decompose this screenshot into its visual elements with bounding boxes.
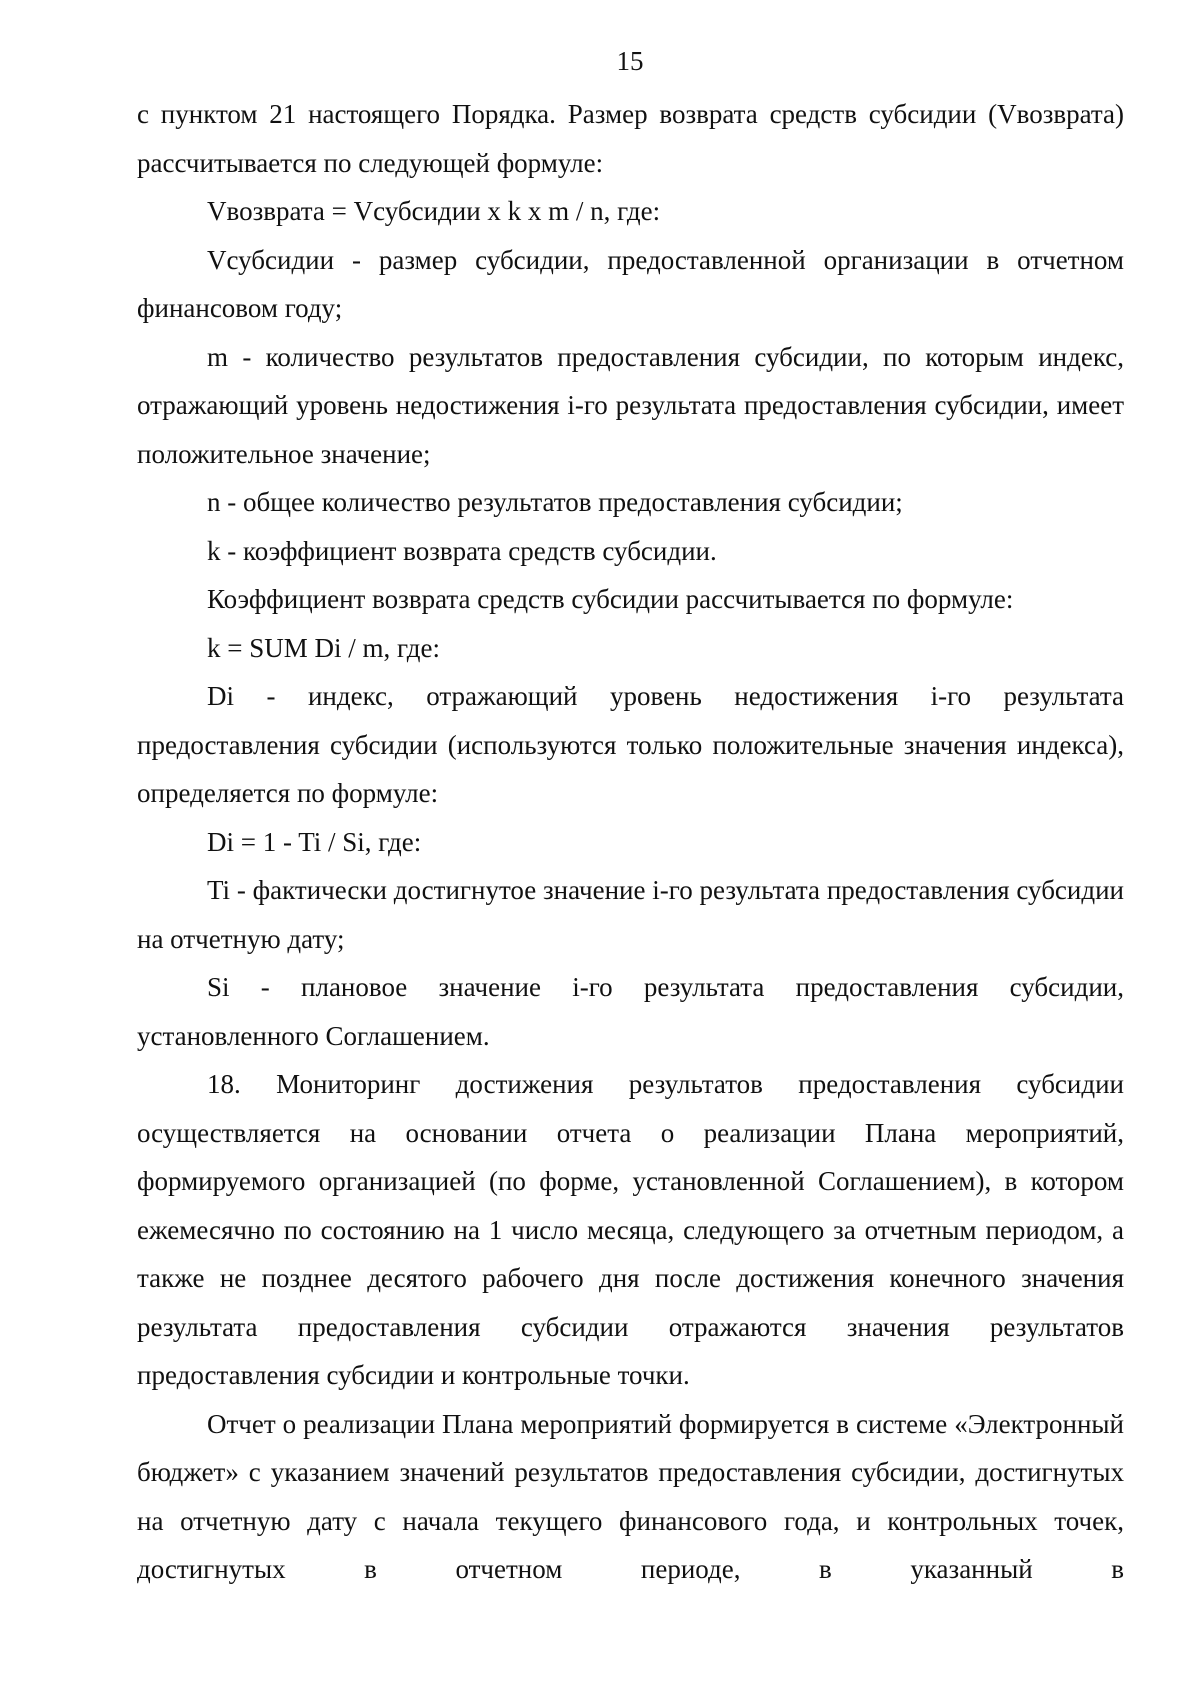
definition-n: n - общее количество результатов предоставления субсидии; <box>207 487 903 517</box>
coefficient-intro: Коэффициент возврата средств субсидии рассчитывается по формуле: <box>207 584 1014 614</box>
report-paragraph: Отчет о реализации Плана мероприятий формируется в системе «Электронный бюджет» с указанием значений результатов предоставления субсидии, достигнутых на отчетную дату с начала текущего финансового года, и контрольных точек, достигнутых в отчетном периоде, в указанный в <box>137 1408 1124 1584</box>
definition-vsubsidy: Vсубсидии - размер субсидии, предоставленной организации в отчетном финансовом году; <box>137 244 1124 323</box>
paragraph-continuation: с пунктом 21 настоящего Порядка. Размер возврата средств субсидии (Vвозврата) рассчитывается по следующей формуле: <box>137 99 1124 178</box>
document-body <box>137 90 1124 1594</box>
formula-k: k = SUM Di / m, где: <box>207 632 440 663</box>
formula-return-amount: Vвозврата = Vсубсидии x k x m / n, где: <box>207 196 661 226</box>
definition-di: Di - индекс, отражающий уровень недостижения i-го результата предоставления субсидии (используются только положительные значения индекса), определяется по формуле: <box>137 681 1124 808</box>
definition-si: Si - плановое значение i-го результата предоставления субсидии, установленного Соглашением. <box>137 972 1124 1051</box>
page-number: 15 <box>616 46 644 76</box>
section-18-paragraph: 18. Мониторинг достижения результатов предоставления субсидии осуществляется на основании отчета о реализации Плана мероприятий, формируемого организацией (по форме, установленной Соглашением), в котором ежемесячно по состоянию на 1 число месяца, следующего за отчетным периодом, а также не позднее десятого рабочего дня после достижения конечного значения результата предоставления субсидии отражаются значения результатов предоставления субсидии и контрольные точки. <box>137 1069 1124 1390</box>
formula-di: Di = 1 - Ti / Si, где: <box>207 826 422 857</box>
definition-k: k - коэффициент возврата средств субсидии. <box>207 535 717 566</box>
definition-ti: Ti - фактически достигнутое значение i-го результата предоставления субсидии на отчетную дату; <box>137 875 1124 954</box>
definition-m: m - количество результатов предоставления субсидии, по которым индекс, отражающий уровень недостижения i-го результата предоставления субсидии, имеет положительное значение; <box>137 341 1124 469</box>
